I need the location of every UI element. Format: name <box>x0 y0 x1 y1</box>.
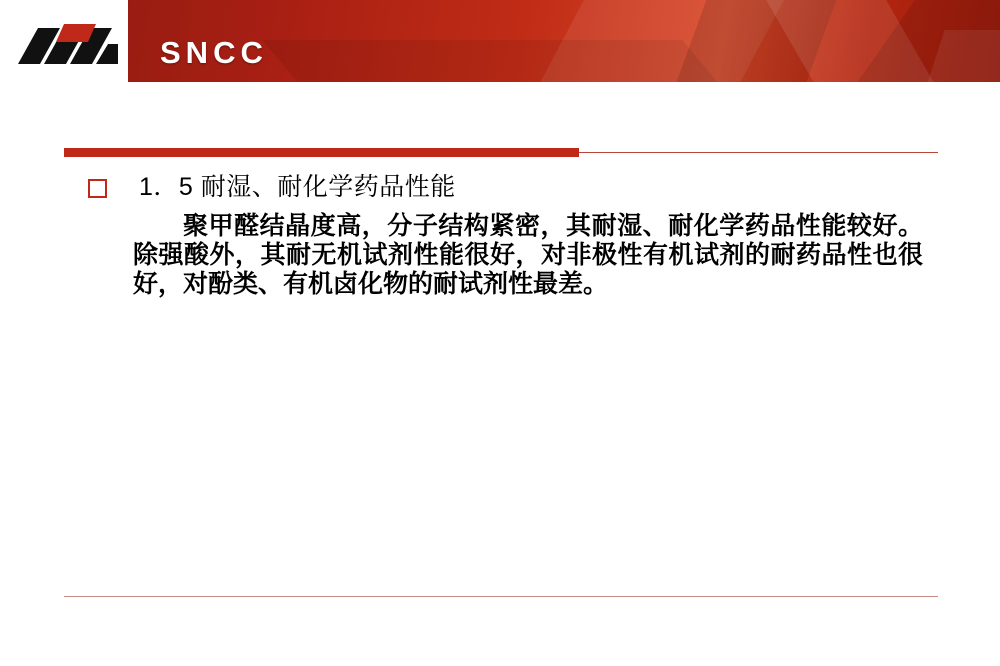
hollow-square-bullet-icon <box>88 179 107 198</box>
section-heading: 1．5 耐湿、耐化学药品性能 <box>139 173 456 201</box>
footer-divider <box>64 596 938 597</box>
slide-header <box>0 0 1000 82</box>
sncc-stripes-logo-icon <box>18 22 118 68</box>
title-divider-thick <box>64 148 579 157</box>
bullet-heading-row <box>88 170 918 204</box>
brand-title: SNCC <box>160 35 268 70</box>
title-divider <box>64 148 938 156</box>
header-facet-5 <box>262 40 758 82</box>
body-paragraph: 聚甲醛结晶度高，分子结构紧密，其耐湿、耐化学药品性能较好。除强酸外，其耐无机试剂性能很好，对非极性有机试剂的耐药品性也很好，对酚类、有机卤化物的耐试剂性最差。 <box>133 212 923 298</box>
